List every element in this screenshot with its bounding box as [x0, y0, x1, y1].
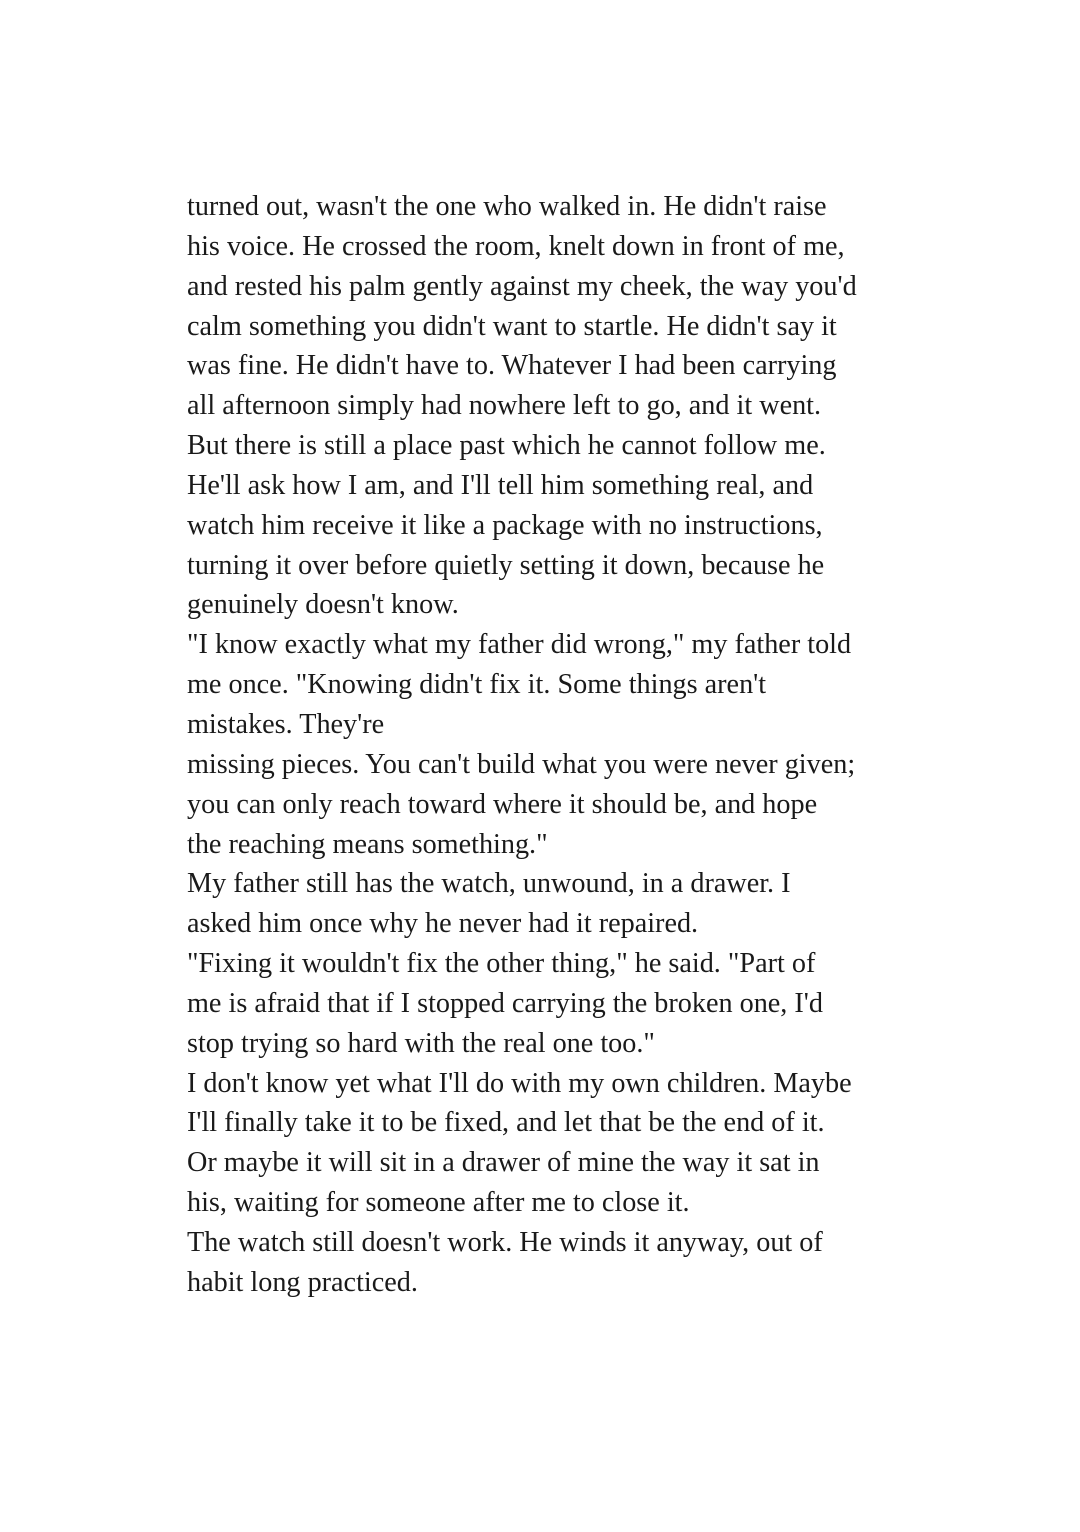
text-line: habit long practiced. [187, 1266, 418, 1298]
text-line: me once. "Knowing didn't fix it. Some things aren't [187, 669, 767, 701]
text-line: But there is still a place past which he cannot follow me. [187, 430, 826, 462]
body-text [187, 187, 907, 1303]
text-line: genuinely doesn't know. [187, 589, 459, 621]
text-line: me is afraid that if I stopped carrying the broken one, I'd [187, 987, 823, 1019]
text-line: turned out, wasn't the one who walked in. He didn't raise [187, 191, 827, 222]
text-line: his, waiting for someone after me to close it. [187, 1187, 690, 1219]
text-line: the reaching means something." [187, 828, 548, 860]
text-line: turning it over before quietly setting it down, because he [187, 549, 825, 581]
text-line: all afternoon simply had nowhere left to go, and it went. [187, 390, 822, 422]
text-line: you can only reach toward where it should be, and hope [187, 788, 818, 820]
text-line: mistakes. They're [187, 708, 385, 740]
text-line: My father still has the watch, unwound, in a drawer. I [187, 868, 791, 900]
text-line: He'll ask how I am, and I'll tell him something real, and [187, 469, 814, 501]
text-line: calm something you didn't want to startle. He didn't say it [187, 310, 837, 342]
text-line: "Fixing it wouldn't fix the other thing," he said. "Part of [187, 948, 816, 980]
text-line: Or maybe it will sit in a drawer of mine the way it sat in [187, 1147, 820, 1179]
text-line: I don't know yet what I'll do with my own children. Maybe [187, 1067, 852, 1099]
text-line: I'll finally take it to be fixed, and let that be the end of it. [187, 1107, 825, 1139]
text-line: missing pieces. You can't build what you were never given; [187, 748, 856, 780]
text-line: was fine. He didn't have to. Whatever I had been carrying [187, 350, 837, 382]
text-line: watch him receive it like a package with no instructions, [187, 509, 823, 541]
text-line: stop trying so hard with the real one too." [187, 1027, 655, 1059]
text-line: "I know exactly what my father did wrong," my father told [187, 629, 852, 661]
text-line: The watch still doesn't work. He winds it anyway, out of [187, 1226, 823, 1258]
text-line: asked him once why he never had it repaired. [187, 908, 699, 940]
text-line: and rested his palm gently against my cheek, the way you'd [187, 270, 857, 302]
text-line: his voice. He crossed the room, knelt down in front of me, [187, 230, 845, 262]
